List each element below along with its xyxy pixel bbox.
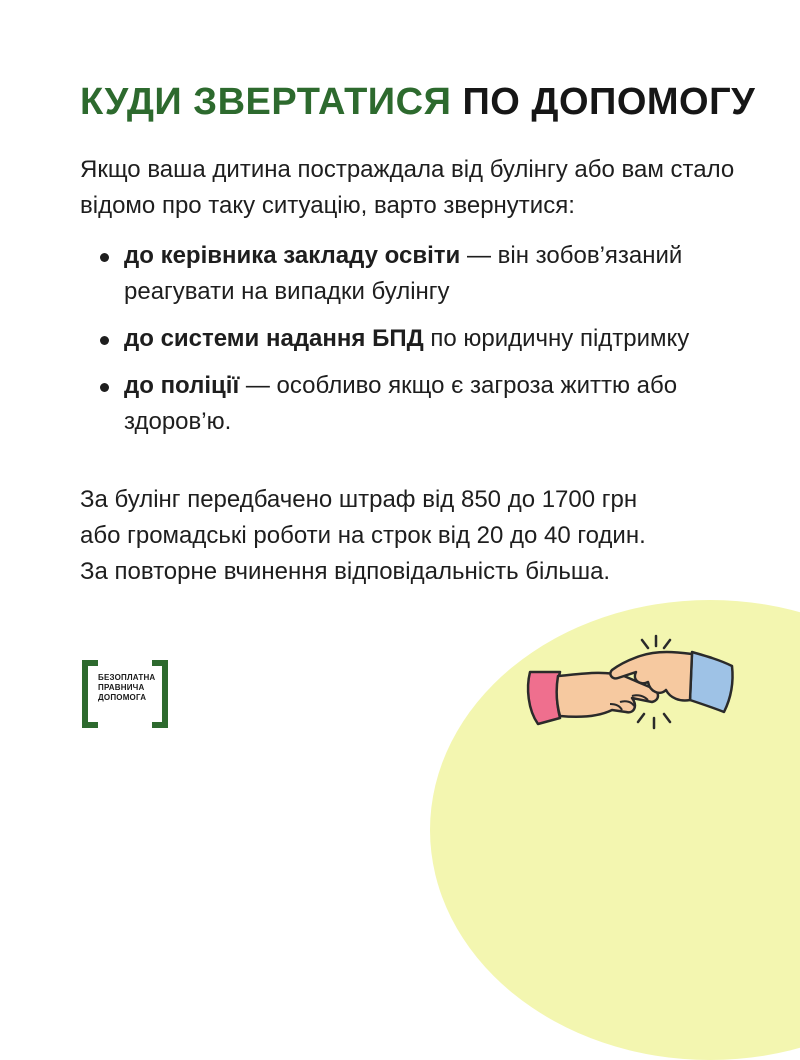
title-accent: КУДИ ЗВЕРТАТИСЯ (80, 81, 452, 123)
penalty-line: За повторне вчинення відповідальність більша. (80, 558, 611, 585)
penalty-line: За булінг передбачено штраф від 850 до 1700 грн (80, 486, 638, 513)
list-item (80, 321, 720, 357)
list-item (80, 238, 720, 310)
title-rest: ПО ДОПОМОГУ (462, 81, 756, 123)
bpd-logo (82, 660, 168, 722)
logo-line: БЕЗОПЛАТНА (98, 673, 156, 682)
help-list (80, 238, 720, 451)
bullet-dot (100, 383, 109, 392)
penalty-line: або громадські роботи на строк від 20 до 40 годин. (80, 522, 646, 549)
list-item-text: — він зобов’язаний реагувати на випадки булінгу (124, 242, 683, 305)
list-item-text: по юридичну підтримку (423, 325, 690, 352)
bullet-dot (100, 336, 109, 345)
list-item-text: — особливо якщо є загроза життю або здоров’ю. (124, 372, 678, 435)
handshake-illustration (520, 630, 740, 740)
page-title (80, 78, 755, 126)
list-item-bold: до системи надання БПД (124, 325, 424, 352)
list-item-bold: до керівника закладу освіти (124, 242, 461, 269)
list-item-bold: до поліції (124, 372, 240, 399)
logo-text (98, 673, 158, 703)
logo-line: ДОПОМОГА (98, 693, 147, 702)
intro-paragraph: Якщо ваша дитина постраждала від булінгу або вам стало відомо про таку ситуацію, варто звернутися: (80, 156, 735, 219)
penalty-paragraph (80, 482, 760, 590)
logo-left-bracket (82, 660, 98, 728)
bullet-dot (100, 253, 109, 262)
list-item (80, 368, 720, 440)
logo-line: ПРАВНИЧА (98, 683, 145, 692)
